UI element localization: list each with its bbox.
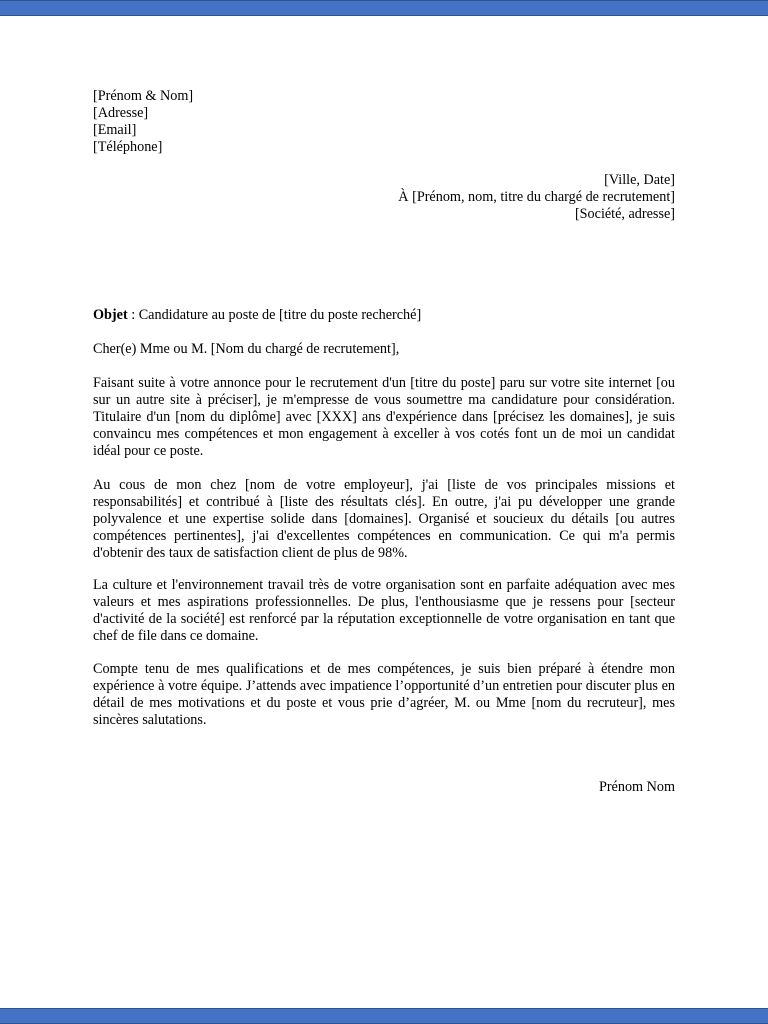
greeting: Cher(e) Mme ou M. [Nom du chargé de recrutement], [93,341,400,357]
city-date: [Ville, Date] [604,172,675,188]
subject-text: : Candidature au poste de [titre du poste recherché] [127,307,422,323]
recipient-block [398,172,675,223]
paragraph-2: Au cous de mon chez [nom de votre employeur], j'ai [liste de vos principales missions et responsabilités] et contribué à [liste des résultats clés]. En outre, j'ai pu développer une grande polyvalence et une expertise solide dans [domaines]. Organisé et soucieux du détails [ou autres compétences pertinentes], j'ai d'excellentes compétences en communication. Ce qui m'a permis d'obtenir des taux de satisfaction client de plus de 98%. [93,477,675,561]
subject-line [93,307,675,324]
subject-label: Objet [93,307,128,323]
paragraph-1: Faisant suite à votre annonce pour le recrutement d'un [titre du poste] paru sur votre site internet [ou sur un autre site à préciser], je m'empresse de vous soumettre ma candidature pour considération. Titulaire d'un [nom du diplôme] avec [XXX] ans d'expérience dans [précisez les domaines], je suis convaincu mes compétences et mon engagement à exceller à vos cotés font un de moi un candidat idéal pour ce poste. [93,375,675,459]
signature: Prénom Nom [598,779,675,795]
sender-email: [Email] [93,122,137,138]
paragraph-3: La culture et l'environnement travail très de votre organisation sont en parfaite adéquation avec mes valeurs et mes aspirations professionnelles. De plus, l'enthousiasme que je ressens pour [secteur d'activité de la société] est renforcé par la réputation exceptionnelle de votre organisation en tant que chef de file dans ce domaine. [93,577,675,644]
top-decorative-bar [0,0,768,16]
paragraph-4: Compte tenu de mes qualifications et de mes compétences, je suis bien préparé à étendre mon expérience à votre équipe. J’attends avec impatience l’opportunité d’un entretien pour discuter plus en détail de mes motivations et du poste et vous prie d’agréer, M. ou Mme [nom du recruteur], mes sincères salutations. [93,661,675,728]
recipient-recruiter: À [Prénom, nom, titre du chargé de recrutement] [398,189,675,205]
bottom-decorative-bar [0,1008,768,1024]
sender-address: [Adresse] [93,105,149,121]
sender-block [93,88,193,156]
sender-phone: [Téléphone] [93,139,163,155]
recipient-company: [Société, adresse] [574,206,675,222]
sender-name: [Prénom & Nom] [93,88,194,104]
